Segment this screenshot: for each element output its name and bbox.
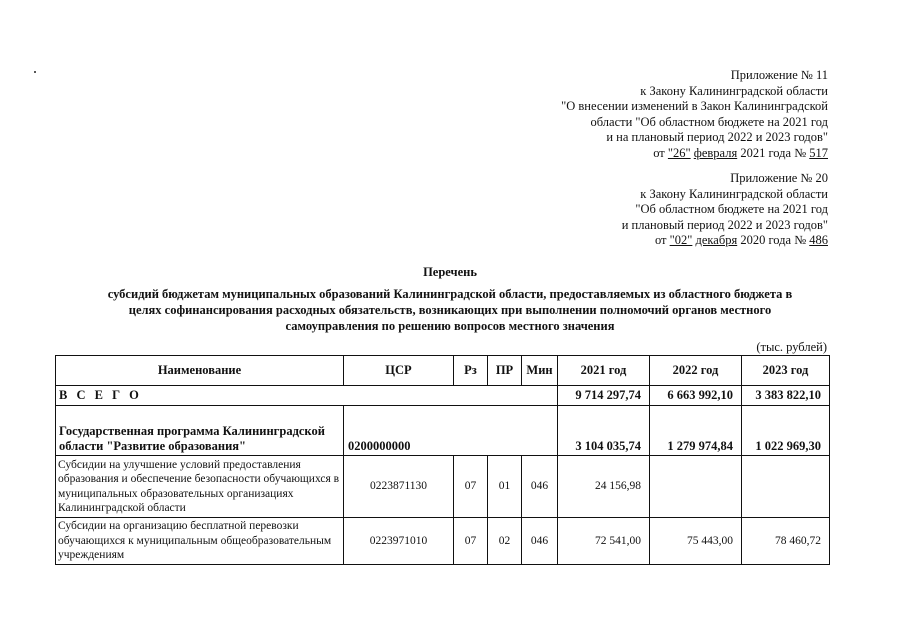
appendix-line: Приложение № 11 [730, 68, 828, 82]
units-label: (тыс. рублей) [756, 340, 827, 354]
subsidy-pr: 01 [488, 456, 522, 518]
subsidy-csr: 0223871130 [344, 456, 454, 518]
appendix-line: к Закону Калининградской области [640, 186, 828, 201]
program-2022: 1 279 974,84 [650, 406, 742, 456]
subsidy-2023 [742, 456, 830, 518]
header-name: Наименование [56, 356, 344, 386]
appendix-line: к Закону Калининградской области [640, 83, 828, 98]
total-2021: 9 714 297,74 [558, 386, 650, 406]
subsidy-name: Субсидии на улучшение условий предоставления образования и обеспечение безопасности обучающихся в муниципальных образовательных организациях Калининградской области [56, 456, 344, 518]
table-row [56, 518, 830, 565]
header-2021: 2021 год [558, 356, 650, 386]
date-year: 2021 года № [737, 145, 810, 160]
header-2022: 2022 год [650, 356, 742, 386]
scan-speck [34, 71, 36, 73]
subsidy-2022 [650, 456, 742, 518]
program-row [56, 406, 830, 456]
subsidy-rz: 07 [454, 456, 488, 518]
document-heading [60, 264, 840, 334]
program-csr: 0200000000 [344, 406, 558, 456]
subsidy-rz: 07 [454, 518, 488, 565]
date-month: декабря [695, 233, 738, 247]
appendix-original-block [622, 171, 828, 249]
date-prefix: от [653, 145, 668, 160]
law-number: 486 [809, 233, 828, 247]
total-row [56, 386, 830, 406]
program-2023: 1 022 969,30 [742, 406, 830, 456]
subsidy-2023: 78 460,72 [742, 518, 830, 565]
subsidy-csr: 0223971010 [344, 518, 454, 565]
date-day: "26" [667, 145, 691, 160]
header-csr: ЦСР [344, 356, 454, 386]
header-min: Мин [522, 356, 558, 386]
total-label: В С Е Г О [56, 386, 558, 406]
appendix-line: и на плановый период 2022 и 2023 годов" [606, 130, 828, 144]
header-pr: ПР [488, 356, 522, 386]
header-rz: Рз [454, 356, 488, 386]
program-2021: 3 104 035,74 [558, 406, 650, 456]
law-number: 517 [809, 145, 828, 160]
subsidy-name: Субсидии на организацию бесплатной перевозки обучающихся к муниципальным общеобразовательным учреждениям [56, 518, 344, 565]
subsidy-2021: 72 541,00 [558, 518, 650, 565]
header-2023: 2023 год [742, 356, 830, 386]
appendix-line: "О внесении изменений в Закон Калининградской [561, 99, 828, 113]
heading-subtitle-line: субсидий бюджетам муниципальных образований Калининградской области, предоставляемых из областного бюджета в [107, 287, 793, 301]
appendix-line: Приложение № 20 [730, 171, 828, 185]
subsidy-2021: 24 156,98 [558, 456, 650, 518]
table-header-row [56, 356, 830, 386]
appendix-line: "Об областном бюджете на 2021 год [635, 202, 828, 216]
program-name: Государственная программа Калининградской области "Развитие образования" [56, 406, 344, 456]
table-row [56, 456, 830, 518]
total-2023: 3 383 822,10 [742, 386, 830, 406]
date-year: 2020 года № [737, 233, 810, 247]
appendix-date-line [561, 146, 828, 162]
appendix-line: и плановый период 2022 и 2023 годов" [621, 217, 828, 232]
subsidy-2022: 75 443,00 [650, 518, 742, 565]
subsidy-min: 046 [522, 518, 558, 565]
subsidy-pr: 02 [488, 518, 522, 565]
date-prefix: от [654, 233, 670, 247]
heading-subtitle-line: целях софинансирования расходных обязательств, возникающих при выполнении полномочий органов местного [128, 303, 772, 317]
date-day: "02" [669, 233, 693, 247]
heading-subtitle-line: самоуправления по решению вопросов местного значения [285, 319, 615, 333]
date-month: февраля [693, 145, 738, 160]
total-2022: 6 663 992,10 [650, 386, 742, 406]
appendix-current-block [561, 68, 828, 161]
heading-title: Перечень [423, 265, 477, 279]
subsidies-table [55, 355, 830, 565]
subsidy-min: 046 [522, 456, 558, 518]
appendix-line: области "Об областном бюджете на 2021 год [590, 114, 828, 129]
appendix-date-line [622, 233, 828, 249]
